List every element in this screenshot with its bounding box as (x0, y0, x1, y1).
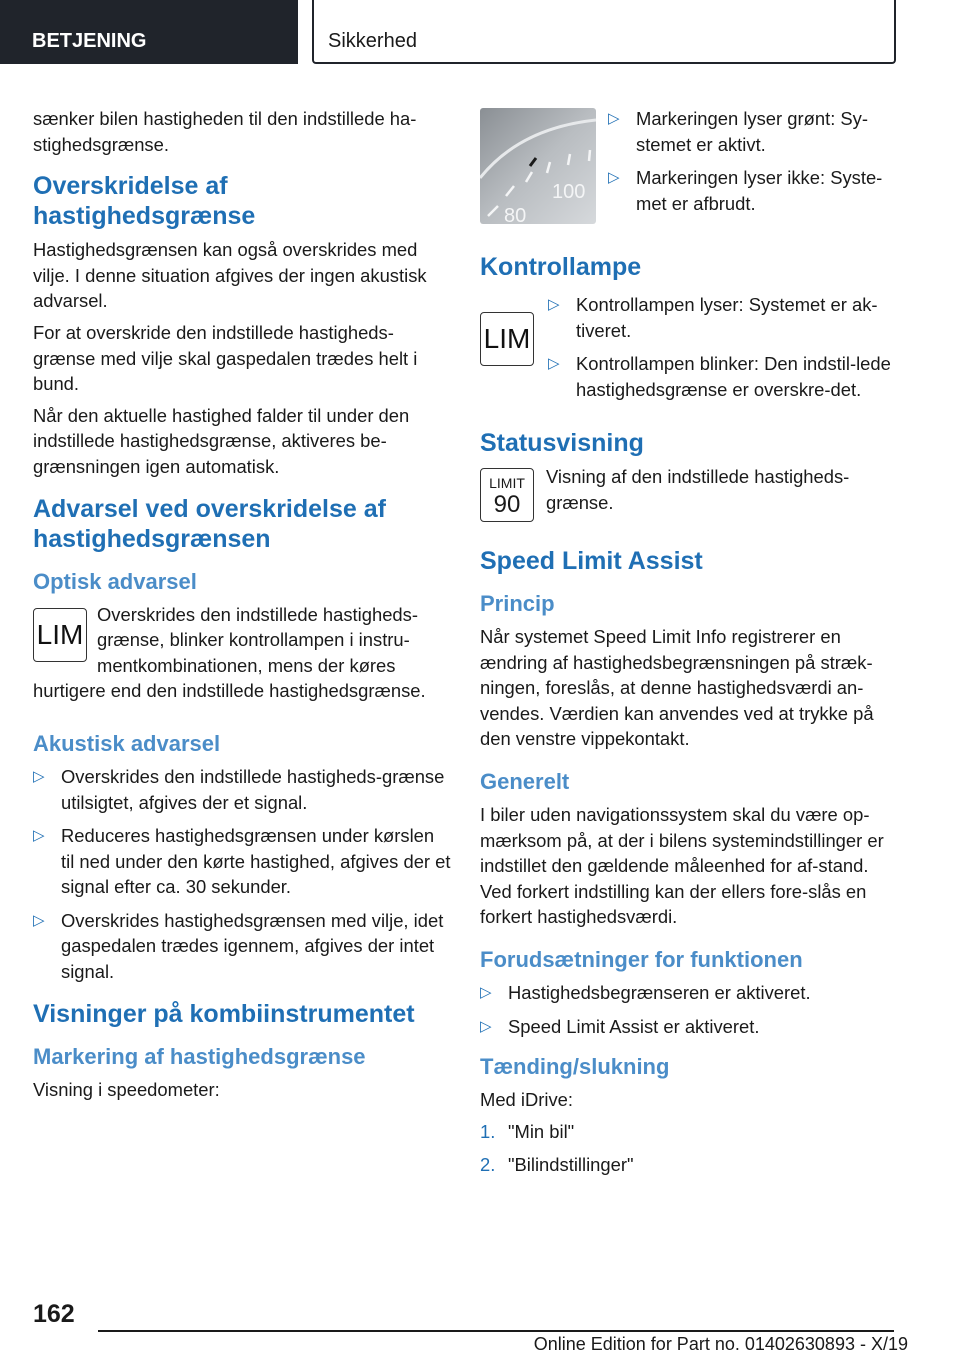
triangle-bullet-icon: ▷ (33, 767, 45, 785)
footer-divider (98, 1330, 894, 1332)
heading-overskridelse: Overskridelse af hastighedsgrænse (33, 172, 256, 231)
right-column (480, 106, 900, 1186)
footer-edition: Online Edition for Part no. 01402630893 - X/19 (533, 1334, 908, 1354)
heading-generelt: Generelt (480, 768, 570, 794)
akustisk-list (33, 764, 451, 985)
paragraph: For at overskride den indstillede hastigheds-grænse med vilje skal gaspedalen trædes helt i bund. (33, 321, 418, 395)
list-item: 2. "Bilindstillinger" (480, 1154, 634, 1176)
triangle-bullet-icon: ▷ (608, 169, 620, 187)
statusvisning-block (480, 464, 900, 528)
optisk-block (33, 602, 451, 710)
list-item: ▷ Kontrollampen lyser: Systemet er ak-tiveret. (548, 294, 878, 341)
kontrollampe-block (480, 292, 900, 412)
list-item: ▷ Kontrollampen blinker: Den indstil-lede hastighedsgrænse er overskre-det. (548, 353, 891, 400)
heading-taending: Tænding/slukning (480, 1054, 670, 1080)
limit-90-icon: LIMIT 90 (480, 468, 534, 522)
list-item: ▷ Reduceres hastighedsgrænsen under kørslen til ned under den kørte hastighed, afgives der et signal efter ca. 30 sekunder. (33, 825, 451, 898)
paragraph: Visning i speedometer: (33, 1078, 220, 1100)
heading-speed-limit-assist: Speed Limit Assist (480, 547, 703, 575)
paragraph: Hastighedsgrænsen kan også overskrides med vilje. I denne situation afgives der ingen akustisk advarsel. (33, 239, 427, 312)
triangle-bullet-icon: ▷ (608, 110, 620, 127)
speed-label-100: 100 (552, 181, 586, 203)
markering-list (608, 106, 900, 224)
heading-visninger: Visninger på kombiinstrumentet (33, 999, 415, 1028)
chapter-tab: Sikkerhed (312, 0, 896, 64)
heading-advarsel: Advarsel ved overskridelse af hastighedsgrænsen (33, 494, 386, 553)
heading-kontrollampe: Kontrollampe (480, 253, 642, 281)
speed-label-80: 80 (504, 205, 527, 224)
paragraph: Med iDrive: (480, 1089, 573, 1111)
intro-text: sænker bilen hastigheden til den indstillede ha-stighedsgrænse. (33, 108, 417, 155)
triangle-bullet-icon: ▷ (548, 355, 560, 373)
speedometer-image (480, 108, 596, 224)
heading-markering: Markering af hastighedsgrænse (33, 1043, 366, 1069)
heading-optisk: Optisk advarsel (33, 568, 197, 594)
triangle-bullet-icon: ▷ (33, 911, 45, 929)
list-item: ▷ Speed Limit Assist er aktiveret. (480, 1014, 900, 1040)
speedometer-block (480, 106, 900, 228)
list-item: 1. "Min bil" (480, 1120, 575, 1142)
lim-indicator-icon: LIM (33, 608, 87, 662)
list-item: ▷ Markeringen lyser ikke: Syste-met er afbrudt. (608, 167, 883, 214)
lim-indicator-icon: LIM (480, 312, 534, 366)
page-header (0, 0, 960, 66)
triangle-bullet-icon: ▷ (480, 1017, 492, 1035)
kontrollampe-list (548, 292, 900, 402)
heading-akustisk: Akustisk advarsel (33, 730, 221, 756)
forudsaetninger-list (480, 980, 900, 1039)
section-tab: BETJENING (0, 0, 298, 64)
steps-list (480, 1119, 900, 1178)
triangle-bullet-icon: ▷ (480, 983, 492, 1001)
list-item: ▷ Hastighedsbegrænseren er aktiveret. (480, 980, 900, 1006)
list-item: ▷ Overskrides den indstillede hastigheds-grænse utilsigtet, afgives der et signal. (33, 765, 445, 813)
heading-statusvisning: Statusvisning (480, 429, 644, 457)
paragraph: Når den aktuelle hastighed falder til under den indstillede hastighedsgrænse, aktiveres be-grænsningen igen automatisk. (33, 404, 410, 477)
heading-princip: Princip (480, 591, 555, 616)
list-item: ▷ Overskrides hastighedsgrænsen med vilje, idet gaspedalen trædes igennem, afgives der intet signal. (33, 909, 444, 983)
paragraph: Overskrides den indstillede hastigheds-grænse, blinker kontrollampen i instru-mentkombinationen, mens der køres hurtigere end den indstillede hastighedsgrænse. (33, 603, 426, 702)
paragraph: I biler uden navigationssystem skal du være op-mærksom på, at der i bilens systemindstillinger er indstillet den gældende måleenhed for af-stand. Ved forkert indstilling kan der ellers fore-slås en forkert hastighedsværdi. (480, 803, 884, 928)
paragraph: Når systemet Speed Limit Info registrerer en ændring af hastighedsbegrænsningen på stræk-ningen, foreslås, at denne hastighedsværdi an-vendes. Værdien kan anvendes ved at trykke på den venstre vippekontakt. (480, 626, 874, 750)
triangle-bullet-icon: ▷ (33, 827, 45, 845)
page-number: 162 (33, 1300, 75, 1328)
heading-forudsaetninger: Forudsætninger for funktionen (480, 946, 803, 972)
triangle-bullet-icon: ▷ (548, 296, 560, 313)
left-column (33, 106, 451, 1108)
paragraph: Visning af den indstillede hastigheds-grænse. (546, 466, 850, 513)
list-item: ▷ Markeringen lyser grønt: Sy-stemet er aktivt. (608, 108, 868, 155)
